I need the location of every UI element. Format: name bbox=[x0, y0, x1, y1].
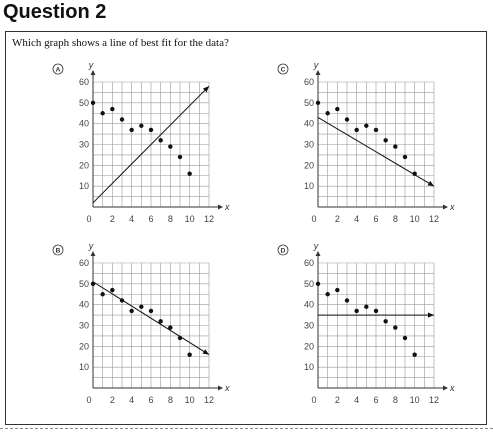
y-tick-label: 60 bbox=[303, 258, 314, 268]
y-tick-label: 20 bbox=[303, 341, 314, 352]
data-point bbox=[158, 138, 162, 142]
x-tick-label: 4 bbox=[129, 214, 135, 224]
data-point bbox=[364, 124, 368, 128]
y-tick-label: 40 bbox=[303, 299, 314, 310]
y-axis-label: y bbox=[88, 241, 94, 251]
data-point bbox=[139, 124, 143, 128]
grid bbox=[318, 263, 434, 388]
x-tick-label: 0 bbox=[86, 395, 92, 405]
x-tick-label: 2 bbox=[109, 395, 115, 405]
x-tick-label: 8 bbox=[167, 214, 173, 224]
x-tick-label: 2 bbox=[109, 214, 115, 224]
data-point bbox=[187, 352, 191, 356]
data-point bbox=[158, 319, 162, 323]
data-point bbox=[393, 325, 397, 329]
data-point bbox=[139, 305, 143, 309]
data-point bbox=[100, 292, 104, 296]
data-point bbox=[149, 128, 153, 132]
data-point bbox=[354, 309, 358, 313]
data-point bbox=[412, 352, 416, 356]
data-point bbox=[374, 128, 378, 132]
question-heading: Question 2 bbox=[3, 1, 107, 23]
y-tick-label: 10 bbox=[78, 181, 89, 192]
y-tick-label: 50 bbox=[303, 97, 314, 108]
data-point bbox=[345, 298, 349, 302]
x-tick-label: 6 bbox=[148, 395, 154, 405]
data-point bbox=[403, 155, 407, 159]
option-letter: A bbox=[55, 66, 61, 74]
y-tick-label: 30 bbox=[78, 139, 89, 150]
data-point bbox=[316, 282, 320, 286]
y-tick-label: 30 bbox=[303, 139, 314, 150]
x-tick-label: 6 bbox=[373, 395, 379, 405]
y-tick-label: 10 bbox=[78, 362, 89, 373]
x-axis-arrow-icon bbox=[218, 386, 223, 391]
x-axis-arrow-icon bbox=[218, 205, 223, 210]
x-tick-label: 10 bbox=[184, 395, 195, 405]
x-tick-label: 0 bbox=[311, 214, 317, 224]
x-axis-arrow-icon bbox=[443, 205, 448, 210]
data-point bbox=[335, 107, 339, 111]
data-point bbox=[325, 111, 329, 115]
data-point bbox=[178, 155, 182, 159]
x-tick-label: 8 bbox=[167, 395, 173, 405]
x-axis-label: x bbox=[225, 202, 230, 212]
data-point bbox=[345, 117, 349, 121]
x-tick-label: 8 bbox=[392, 214, 398, 224]
data-point bbox=[129, 309, 133, 313]
data-point bbox=[120, 117, 124, 121]
y-axis-arrow-icon bbox=[91, 251, 96, 256]
x-tick-label: 2 bbox=[334, 214, 340, 224]
x-tick-label: 6 bbox=[373, 214, 379, 224]
data-point bbox=[383, 138, 387, 142]
data-point bbox=[316, 101, 320, 105]
data-point bbox=[110, 107, 114, 111]
y-tick-label: 30 bbox=[78, 320, 89, 331]
x-tick-label: 12 bbox=[203, 395, 215, 405]
data-point bbox=[120, 298, 124, 302]
grid bbox=[318, 82, 434, 207]
y-tick-label: 20 bbox=[78, 341, 89, 352]
x-tick-label: 4 bbox=[129, 395, 135, 405]
data-point bbox=[100, 111, 104, 115]
fit-line-arrow-icon bbox=[428, 181, 434, 186]
y-tick-label: 30 bbox=[303, 320, 314, 331]
x-tick-label: 6 bbox=[148, 214, 154, 224]
y-tick-label: 50 bbox=[303, 278, 314, 289]
data-point bbox=[383, 319, 387, 323]
x-axis-arrow-icon bbox=[443, 386, 448, 391]
y-axis-arrow-icon bbox=[91, 70, 96, 75]
data-point bbox=[168, 144, 172, 148]
fit-line-arrow-icon bbox=[203, 349, 209, 354]
y-tick-label: 60 bbox=[78, 77, 89, 87]
x-tick-label: 10 bbox=[409, 395, 420, 405]
y-axis-arrow-icon bbox=[316, 70, 321, 75]
x-tick-label: 8 bbox=[392, 395, 398, 405]
x-tick-label: 0 bbox=[311, 395, 317, 405]
data-point bbox=[412, 171, 416, 175]
data-point bbox=[168, 325, 172, 329]
data-point bbox=[110, 288, 114, 292]
data-point bbox=[129, 128, 133, 132]
x-tick-label: 4 bbox=[354, 214, 360, 224]
option-letter: D bbox=[280, 247, 286, 255]
grid bbox=[93, 263, 209, 388]
x-tick-label: 10 bbox=[409, 214, 420, 224]
x-tick-label: 12 bbox=[203, 214, 215, 224]
x-tick-label: 0 bbox=[86, 214, 92, 224]
question-prompt: Which graph shows a line of best fit for the data? bbox=[12, 37, 229, 49]
data-point bbox=[91, 282, 95, 286]
graph-option-b[interactable] bbox=[53, 241, 230, 405]
data-point bbox=[149, 309, 153, 313]
y-tick-label: 10 bbox=[303, 181, 314, 192]
y-tick-label: 50 bbox=[78, 97, 89, 108]
fit-line-arrow-icon bbox=[428, 312, 434, 317]
x-axis-label: x bbox=[450, 383, 455, 393]
data-point bbox=[393, 144, 397, 148]
data-point bbox=[178, 336, 182, 340]
x-tick-label: 10 bbox=[184, 214, 195, 224]
y-tick-label: 20 bbox=[78, 160, 89, 171]
x-tick-label: 12 bbox=[428, 395, 440, 405]
data-point bbox=[325, 292, 329, 296]
y-axis-arrow-icon bbox=[316, 251, 321, 256]
data-point bbox=[187, 171, 191, 175]
y-tick-label: 60 bbox=[78, 258, 89, 268]
y-tick-label: 40 bbox=[78, 299, 89, 310]
graph-option-c[interactable] bbox=[278, 60, 455, 224]
graph-option-d[interactable] bbox=[278, 241, 455, 405]
data-point bbox=[403, 336, 407, 340]
x-tick-label: 2 bbox=[334, 395, 340, 405]
data-point bbox=[364, 305, 368, 309]
option-letter: B bbox=[55, 247, 61, 255]
x-tick-label: 12 bbox=[428, 214, 440, 224]
x-tick-label: 4 bbox=[354, 395, 360, 405]
graph-option-a[interactable] bbox=[53, 60, 230, 224]
y-tick-label: 10 bbox=[303, 362, 314, 373]
data-point bbox=[374, 309, 378, 313]
y-tick-label: 50 bbox=[78, 278, 89, 289]
y-tick-label: 60 bbox=[303, 77, 314, 87]
x-axis-label: x bbox=[450, 202, 455, 212]
data-point bbox=[354, 128, 358, 132]
data-point bbox=[335, 288, 339, 292]
option-letter: C bbox=[280, 66, 286, 74]
y-axis-label: y bbox=[313, 241, 319, 251]
y-axis-label: y bbox=[88, 60, 94, 70]
x-axis-label: x bbox=[225, 383, 230, 393]
y-tick-label: 20 bbox=[303, 160, 314, 171]
y-tick-label: 40 bbox=[78, 118, 89, 129]
y-tick-label: 40 bbox=[303, 118, 314, 129]
y-axis-label: y bbox=[313, 60, 319, 70]
data-point bbox=[91, 101, 95, 105]
